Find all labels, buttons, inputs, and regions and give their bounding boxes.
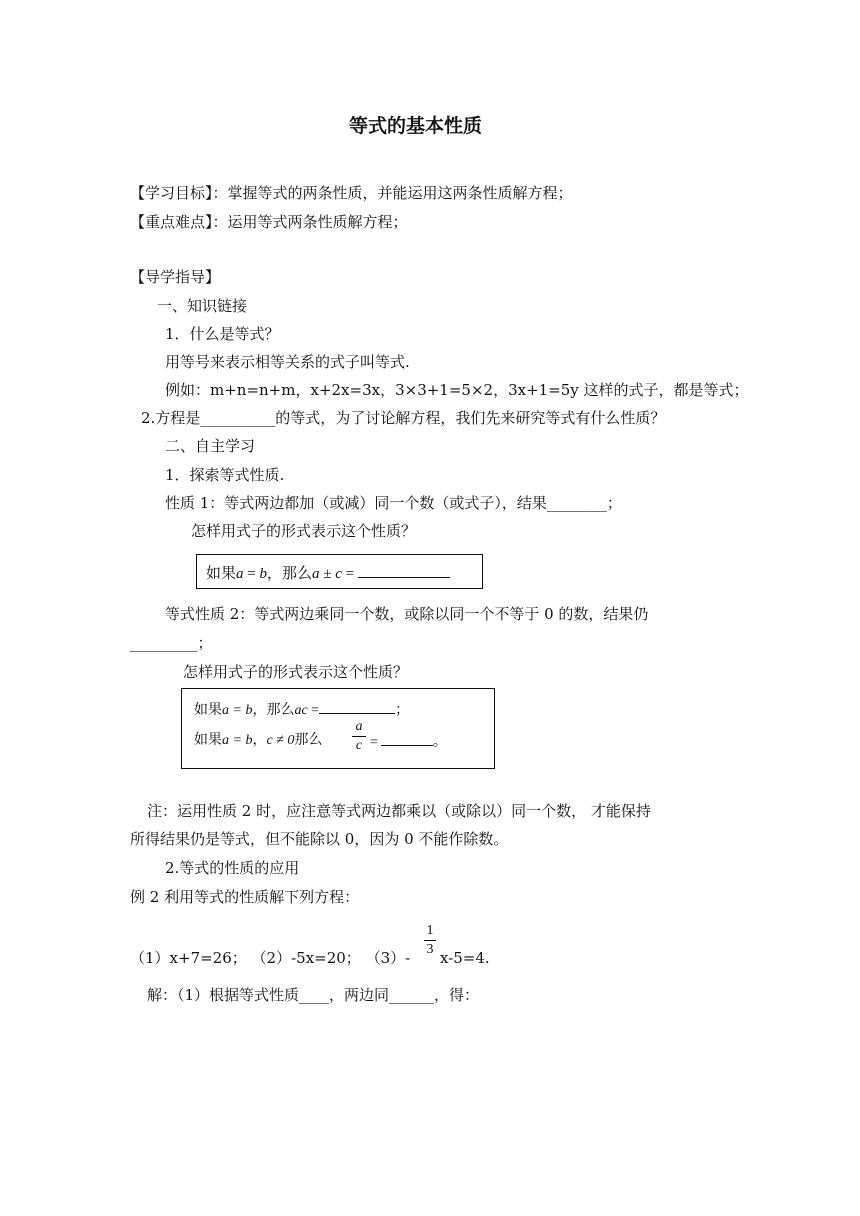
example-2: 例 2 利用等式的性质解下列方程： (130, 888, 360, 906)
formula-2-line-2-tail (370, 731, 447, 753)
fraction-denominator: c (355, 738, 363, 753)
section-knowledge-link: 一、知识链接 (157, 297, 248, 315)
var-b: b (259, 566, 267, 582)
how-to-express-2: 怎样用式子的形式表示这个性质？ (183, 663, 409, 681)
fraction-numerator: a (355, 719, 363, 734)
answer-blank-1 (358, 562, 450, 578)
fraction-bar (352, 736, 366, 737)
answer-blank-2 (319, 699, 395, 714)
formula-3-then: 那么 (294, 733, 323, 748)
property-1: 性质 1：等式两边都加（或减）同一个数（或式子），结果________； (165, 494, 622, 512)
var-a: a (236, 566, 244, 582)
note-line-1: 注：运用性质 2 时，应注意等式两边都乘以（或除以）同一个数， 才能保持 (147, 802, 651, 820)
one-third-bar (424, 940, 436, 941)
answer-blank-3 (381, 731, 433, 746)
how-to-express-1: 怎样用式子的形式表示这个性质？ (191, 522, 417, 540)
equations-part-2: x-5=4. (440, 949, 490, 967)
question-2: 2.方程是__________的等式，为了讨论解方程，我们先来研究等式有什么性质？ (141, 409, 666, 427)
semicolon: ； (395, 703, 410, 718)
condition-a-eq-b: a = b (222, 703, 253, 718)
one-third-numerator: 1 (426, 923, 434, 938)
comma: ， (252, 733, 267, 748)
property-2-line-1: 等式性质 2：等式两边乘同一个数，或除以同一个不等于 0 的数，结果仍 (165, 605, 649, 623)
learning-objectives: 【学习目标】：掌握等式的两条性质，并能运用这两条性质解方程； (130, 184, 573, 202)
question-1-answer: 用等号来表示相等关系的式子叫等式. (165, 353, 410, 371)
page-title: 等式的基本性质 (349, 115, 483, 137)
formula-box-1 (196, 554, 483, 589)
one-third-denominator: 3 (426, 942, 434, 957)
eq-sign-3: = (307, 703, 320, 718)
formula-3-if: 如果 (194, 733, 222, 748)
note-line-2: 所得结果仍是等式，但不能除以 0，因为 0 不能作除数。 (130, 830, 509, 848)
plus-minus-sign: ± (319, 566, 336, 582)
solution-line: 解：（1）根据等式性质____，两边同______，得： (147, 986, 480, 1004)
expr-ac: ac (294, 703, 308, 718)
guide-heading: 【导学指导】 (130, 268, 221, 286)
fraction-a-over-c (352, 719, 366, 754)
condition-c-neq-0: c ≠ 0 (266, 733, 295, 748)
fraction-one-third (424, 923, 436, 958)
question-1-example: 例如：m+n=n+m，x+2x=3x，3×3+1=5×2，3x+1=5y 这样的式子，都是等式； (165, 381, 749, 399)
question-1: 1．什么是等式？ (165, 325, 280, 343)
eq-sign-4: = (370, 735, 378, 750)
application-heading: 2.等式的性质的应用 (165, 859, 300, 877)
eq-sign-2: = (341, 566, 358, 582)
var-a-2: a (312, 566, 320, 582)
formula-1-then: ，那么 (266, 566, 312, 582)
formula-2-line-2 (194, 731, 322, 751)
key-points: 【重点难点】：运用等式两条性质解方程； (130, 213, 408, 231)
formula-1 (206, 562, 450, 584)
equations-part-1: （1）x+7=26； （2）-5x=20； （3）- (130, 949, 411, 967)
formula-2-then: ，那么 (252, 703, 295, 718)
eq-sign: = (243, 566, 260, 582)
property-2-line-2: _________； (130, 634, 213, 652)
formula-2-if: 如果 (194, 703, 222, 718)
var-c: c (335, 566, 342, 582)
formula-box-2 (181, 688, 495, 769)
condition-a-eq-b-2: a = b (222, 733, 253, 748)
formula-1-if: 如果 (206, 566, 237, 582)
period: 。 (432, 735, 447, 750)
formula-2-line-1 (194, 699, 409, 721)
section-self-study: 二、自主学习 (165, 437, 256, 455)
explore-properties: 1．探索等式性质. (165, 466, 285, 484)
